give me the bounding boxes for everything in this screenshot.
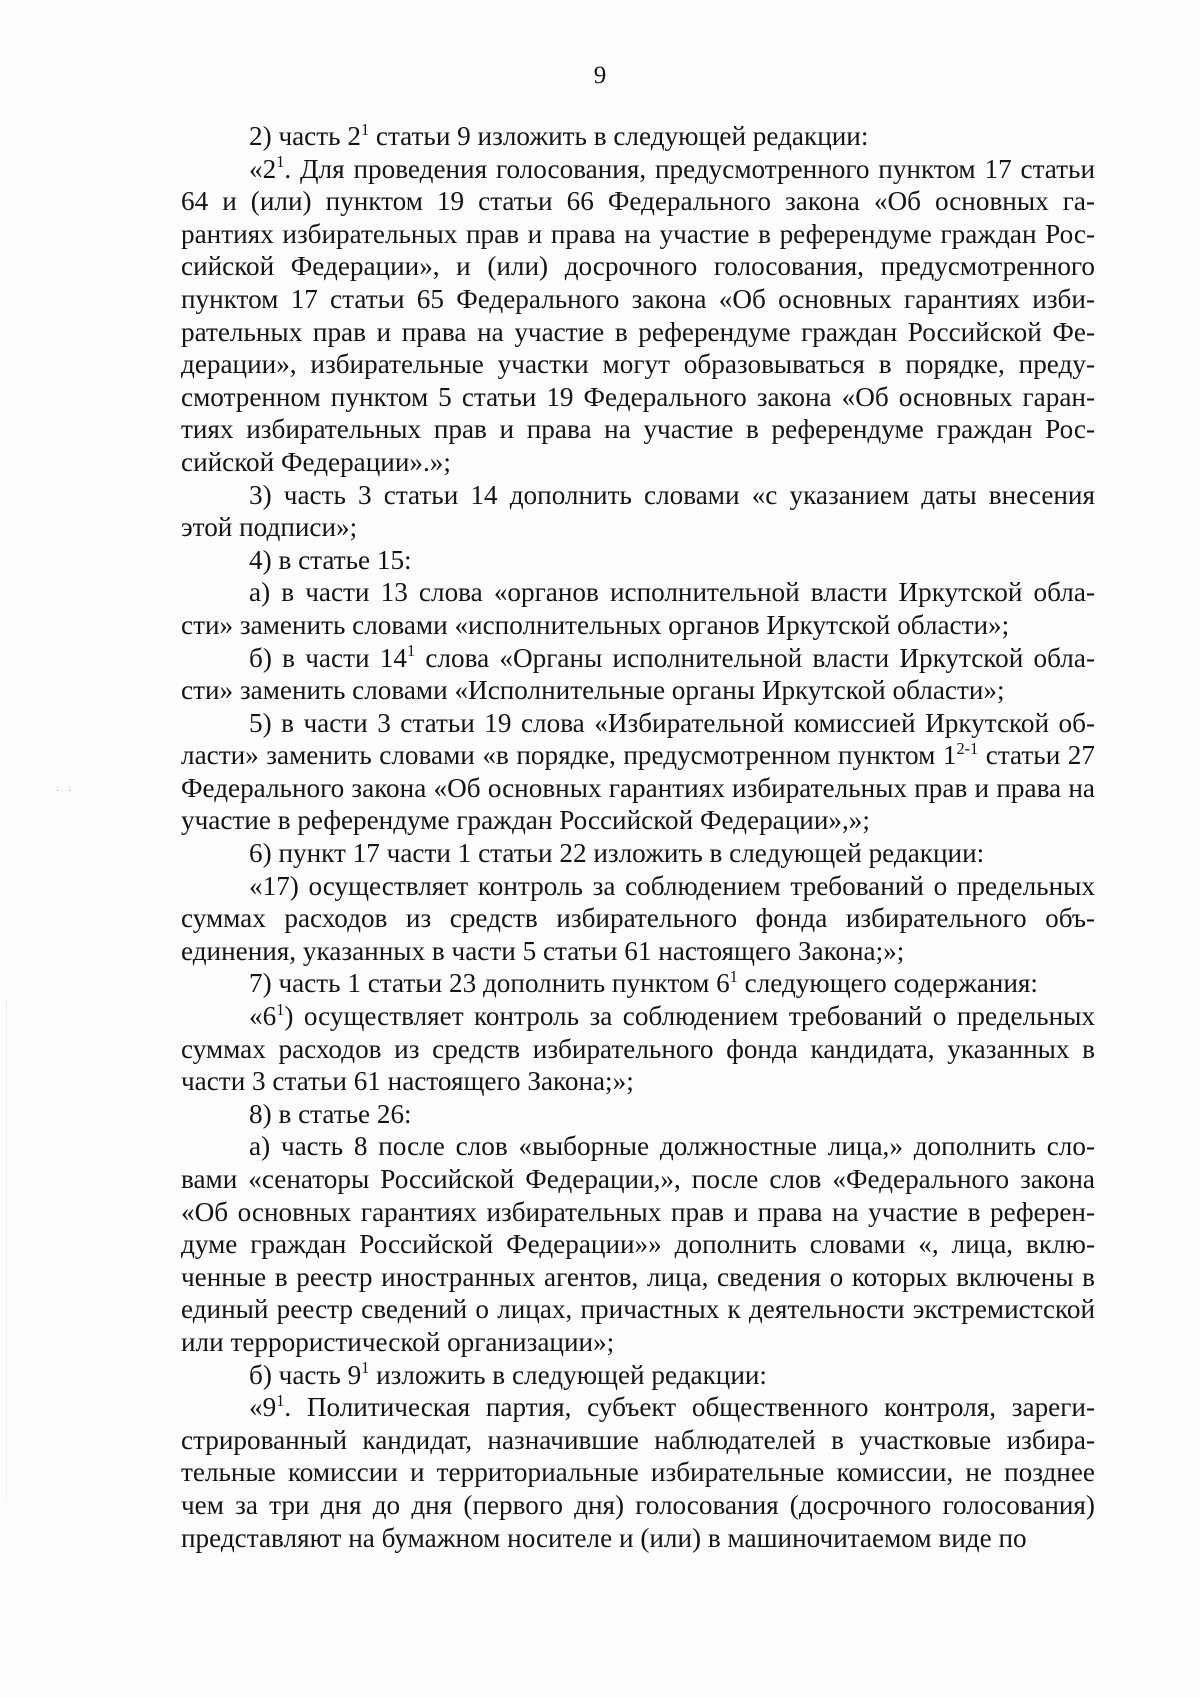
paragraph-quote-6-1 [181, 1000, 1095, 1098]
paragraph-item-8a [181, 1130, 1095, 1358]
paragraph-quote-2-1 [181, 153, 1095, 479]
paragraph-text: б) в части 14 [249, 642, 407, 673]
paragraph-item-8b [181, 1359, 1095, 1392]
paragraph-item-2 [181, 120, 1095, 153]
paragraph-text: «9 [249, 1392, 277, 1423]
page-number: 9 [593, 62, 607, 89]
paragraph-text: «6 [249, 1001, 277, 1032]
paragraph-item-4b [181, 642, 1095, 707]
paragraph-item-6 [181, 837, 1095, 870]
scan-artifact: · · [56, 786, 75, 797]
paragraph-text: а) в части 13 слова «органов исполнительной власти Иркутской области» заменить словами «исполнительных органов Иркутской области»; [181, 577, 1095, 640]
superscript: 1 [361, 1358, 370, 1378]
paragraph-text: 2) часть 2 [249, 121, 361, 151]
document-body [181, 120, 1095, 1554]
superscript: 1 [729, 967, 738, 987]
scan-edge [6, 1000, 9, 1500]
superscript: 1 [276, 152, 285, 172]
paragraph-item-4a [181, 576, 1095, 641]
paragraph-text: 4) в статье 15: [249, 544, 412, 575]
superscript: 2-1 [956, 739, 979, 759]
paragraph-text: ) осуществляет контроль за соблюдением требований о предельных суммах расходов из средств избирательного фонда кандидата, указанных в части 3 статьи 61 настоящего Закона;»; [181, 1001, 1095, 1097]
paragraph-text: «17) осуществляет контроль за соблюдением требований о предельных суммах расходов из средств избирательного фонда избирательного объединения, указанных в части 5 статьи 61 настоящего Закона;»; [181, 870, 1095, 966]
paragraph-text: «2 [249, 153, 277, 184]
paragraph-text: статьи 27 Федерального закона «Об основных гарантиях избирательных прав и права на участие в референдуме граждан Российской Федерации»,»; [181, 740, 1095, 836]
paragraph-text: 6) пункт 17 части 1 статьи 22 изложить в следующей редакции: [249, 838, 985, 869]
paragraph-text: . Политическая партия, субъект общественного контроля, зарегистрированный кандидат, назначившие наблюдателей в участковые избирательные комиссии и территориальные избирательные комиссии, не позднее чем за три дня до дня (первого дня) голосования (досрочного голосования) представляют на бумажном носителе и (или) в машиночитаемом виде по [181, 1392, 1095, 1553]
paragraph-quote-9-1 [181, 1391, 1095, 1554]
paragraph-quote-17 [181, 870, 1095, 968]
paragraph-text: статьи 9 изложить в следующей редакции: [369, 121, 869, 151]
paragraph-text: а) часть 8 после слов «выборные должностные лица,» дополнить словами «сенаторы Российской Федерации,», после слов «Федерального закона «Об основных гарантиях избирательных прав и права на участие в референдуме граждан Российской Федерации»» дополнить словами «, лица, включенные в реестр иностранных агентов, лица, сведения о которых включены в единый реестр сведений о лицах, причастных к деятельности экстремистской или террористической организации»; [181, 1131, 1095, 1357]
paragraph-text: 3) часть 3 статьи 14 дополнить словами «с указанием даты внесения этой подписи»; [181, 479, 1095, 543]
superscript: 1 [360, 119, 370, 139]
paragraph-text: слова «Органы исполнительной власти Иркутской области» заменить словами «Исполнительные органы Иркутской области»; [181, 642, 1095, 706]
superscript: 1 [276, 999, 285, 1019]
paragraph-item-4 [181, 544, 1095, 577]
paragraph-text: 7) часть 1 статьи 23 дополнить пунктом 6 [249, 968, 730, 999]
paragraph-item-3 [181, 479, 1095, 544]
paragraph-item-7 [181, 967, 1095, 1000]
paragraph-text: б) часть 9 [249, 1359, 362, 1390]
paragraph-item-8 [181, 1098, 1095, 1131]
paragraph-text: 8) в статье 26: [249, 1098, 412, 1129]
superscript: 1 [406, 641, 416, 661]
paragraph-text: 5) в части 3 статьи 19 слова «Избирательной комиссией Иркутской области» заменить словами «в порядке, предусмотренном пунктом 1 [181, 707, 1095, 771]
superscript: 1 [276, 1391, 285, 1411]
paragraph-text: . Для проведения голосования, предусмотренного пунктом 17 статьи 64 и (или) пунктом 19 статьи 66 Федерального закона «Об основных гарантиях избирательных прав и права на участие в референдуме граждан Российской Федерации», и (или) досрочного голосования, предусмотренного пунктом 17 статьи 65 Федерального закона «Об основных гарантиях избирательных прав и права на участие в референдуме граждан Российской Федерации», избирательные участки могут образовываться в порядке, предусмотренном пунктом 5 статьи 19 Федерального закона «Об основных гарантиях избирательных прав и права на участие в референдуме граждан Российской Федерации».»; [181, 153, 1095, 477]
paragraph-text: изложить в следующей редакции: [369, 1359, 767, 1390]
paragraph-item-5 [181, 707, 1095, 837]
paragraph-text: следующего содержания: [737, 968, 1038, 999]
